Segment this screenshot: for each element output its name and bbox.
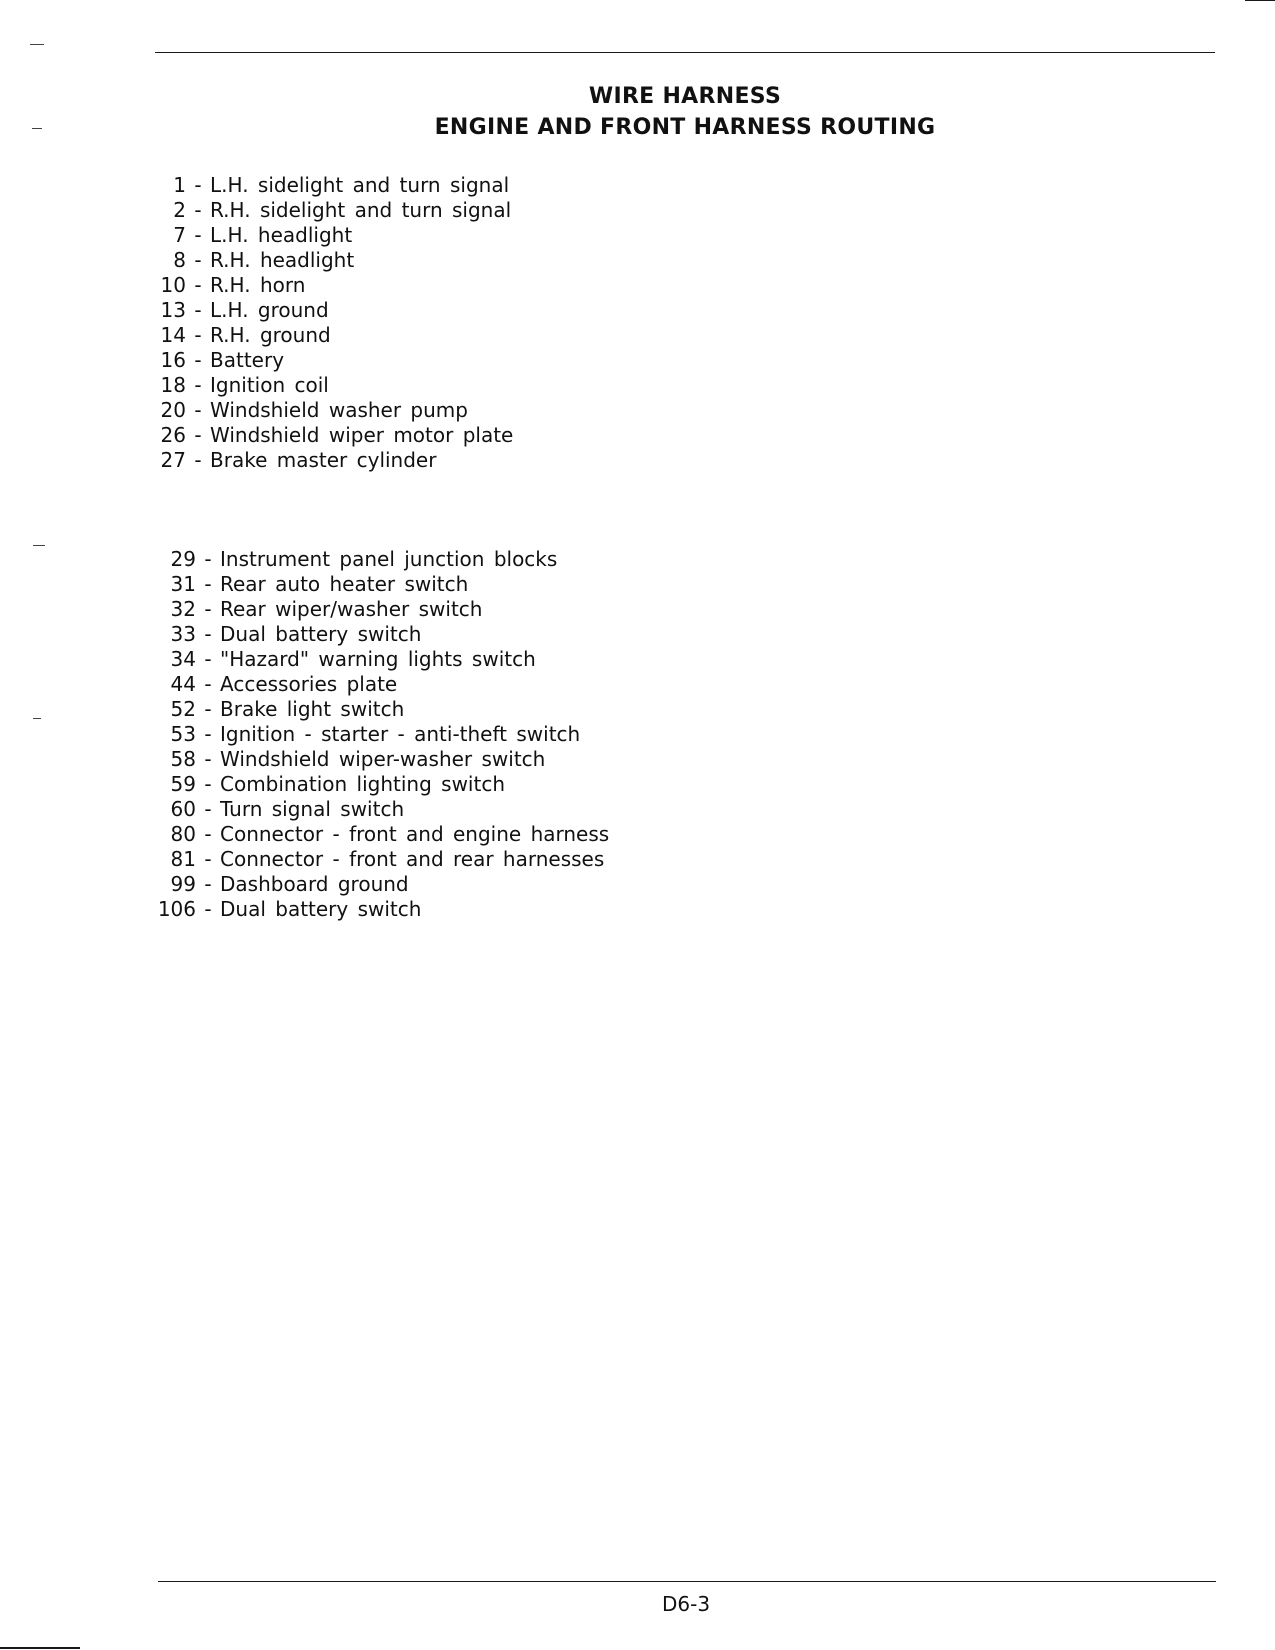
list-item: 2 - R.H. sidelight and turn signal	[152, 198, 513, 223]
item-number: 33	[170, 622, 196, 646]
item-number: 7	[173, 223, 186, 247]
item-label: Rear wiper/washer switch	[220, 597, 483, 621]
item-number: 106	[157, 897, 196, 921]
item-number: 81	[170, 847, 196, 871]
margin-mark	[33, 718, 41, 719]
item-number: 20	[160, 398, 186, 422]
item-number: 14	[160, 323, 186, 347]
item-number: 53	[170, 722, 196, 746]
item-label: Turn signal switch	[220, 797, 405, 821]
list-item: 81 - Connector - front and rear harnesses	[152, 847, 609, 872]
item-number: 29	[170, 547, 196, 571]
item-number: 60	[170, 797, 196, 821]
item-number: 31	[170, 572, 196, 596]
item-label: Connector - front and rear harnesses	[220, 847, 605, 871]
item-number: 52	[170, 697, 196, 721]
item-number: 1	[173, 173, 186, 197]
list-item: 14 - R.H. ground	[152, 323, 513, 348]
list-item: 16 - Battery	[152, 348, 513, 373]
item-number: 80	[170, 822, 196, 846]
item-label: Brake light switch	[220, 697, 405, 721]
header-rule	[155, 52, 1215, 53]
footer-rule	[158, 1581, 1216, 1582]
list-item: 7 - L.H. headlight	[152, 223, 513, 248]
page-subtitle: ENGINE AND FRONT HARNESS ROUTING	[434, 115, 936, 140]
item-label: R.H. sidelight and turn signal	[210, 198, 512, 222]
list-item: 13 - L.H. ground	[152, 298, 513, 323]
item-label: Instrument panel junction blocks	[220, 547, 558, 571]
item-number: 27	[160, 448, 186, 472]
item-label: Windshield wiper motor plate	[210, 423, 514, 447]
page-title: WIRE HARNESS	[588, 84, 782, 109]
item-label: Combination lighting switch	[220, 772, 505, 796]
item-number: 32	[170, 597, 196, 621]
item-label: L.H. sidelight and turn signal	[210, 173, 510, 197]
item-label: Connector - front and engine harness	[220, 822, 610, 846]
item-label: Ignition - starter - anti-theft switch	[220, 722, 581, 746]
item-number: 13	[160, 298, 186, 322]
item-label: Dual battery switch	[220, 622, 422, 646]
bottom-edge-rule	[0, 1647, 80, 1649]
item-number: 59	[170, 772, 196, 796]
list-item: 8 - R.H. headlight	[152, 248, 513, 273]
item-label: R.H. headlight	[210, 248, 355, 272]
item-label: L.H. headlight	[210, 223, 353, 247]
list-item: 53 - Ignition - starter - anti-theft switch	[152, 722, 609, 747]
list-item: 44 - Accessories plate	[152, 672, 609, 697]
item-label: Ignition coil	[210, 373, 329, 397]
list-item: 80 - Connector - front and engine harness	[152, 822, 609, 847]
list-item: 31 - Rear auto heater switch	[152, 572, 609, 597]
list-item: 26 - Windshield wiper motor plate	[152, 423, 513, 448]
item-label: R.H. ground	[210, 323, 331, 347]
list-item: 1 - L.H. sidelight and turn signal	[152, 173, 513, 198]
page-number: D6-3	[662, 1592, 711, 1616]
item-label: Windshield wiper-washer switch	[220, 747, 546, 771]
list-item: 34 - "Hazard" warning lights switch	[152, 647, 609, 672]
item-number: 26	[160, 423, 186, 447]
item-number: 99	[170, 872, 196, 896]
item-number: 34	[170, 647, 196, 671]
legend-list-2	[152, 547, 609, 922]
margin-mark	[30, 44, 44, 45]
item-label: Rear auto heater switch	[220, 572, 469, 596]
item-label: Dual battery switch	[220, 897, 422, 921]
item-label: Brake master cylinder	[210, 448, 437, 472]
top-edge-rule	[1245, 0, 1275, 1]
item-label: Accessories plate	[220, 672, 398, 696]
list-item: 52 - Brake light switch	[152, 697, 609, 722]
list-item: 32 - Rear wiper/washer switch	[152, 597, 609, 622]
item-number: 8	[173, 248, 186, 272]
margin-mark	[33, 545, 45, 546]
list-item: 60 - Turn signal switch	[152, 797, 609, 822]
list-item: 18 - Ignition coil	[152, 373, 513, 398]
list-item: 58 - Windshield wiper-washer switch	[152, 747, 609, 772]
list-item: 99 - Dashboard ground	[152, 872, 609, 897]
item-label: Battery	[210, 348, 285, 372]
list-item: 33 - Dual battery switch	[152, 622, 609, 647]
list-item: 29 - Instrument panel junction blocks	[152, 547, 609, 572]
item-number: 10	[160, 273, 186, 297]
list-item: 59 - Combination lighting switch	[152, 772, 609, 797]
item-number: 16	[160, 348, 186, 372]
item-number: 58	[170, 747, 196, 771]
list-item: 20 - Windshield washer pump	[152, 398, 513, 423]
item-number: 2	[173, 198, 186, 222]
list-item: 10 - R.H. horn	[152, 273, 513, 298]
item-number: 18	[160, 373, 186, 397]
list-item: 106 - Dual battery switch	[152, 897, 609, 922]
item-label: Dashboard ground	[220, 872, 409, 896]
item-label: Windshield washer pump	[210, 398, 468, 422]
item-label: R.H. horn	[210, 273, 306, 297]
item-label: L.H. ground	[210, 298, 329, 322]
list-item: 27 - Brake master cylinder	[152, 448, 513, 473]
item-number: 44	[170, 672, 196, 696]
legend-list-1	[152, 173, 513, 473]
item-label: "Hazard" warning lights switch	[220, 647, 536, 671]
